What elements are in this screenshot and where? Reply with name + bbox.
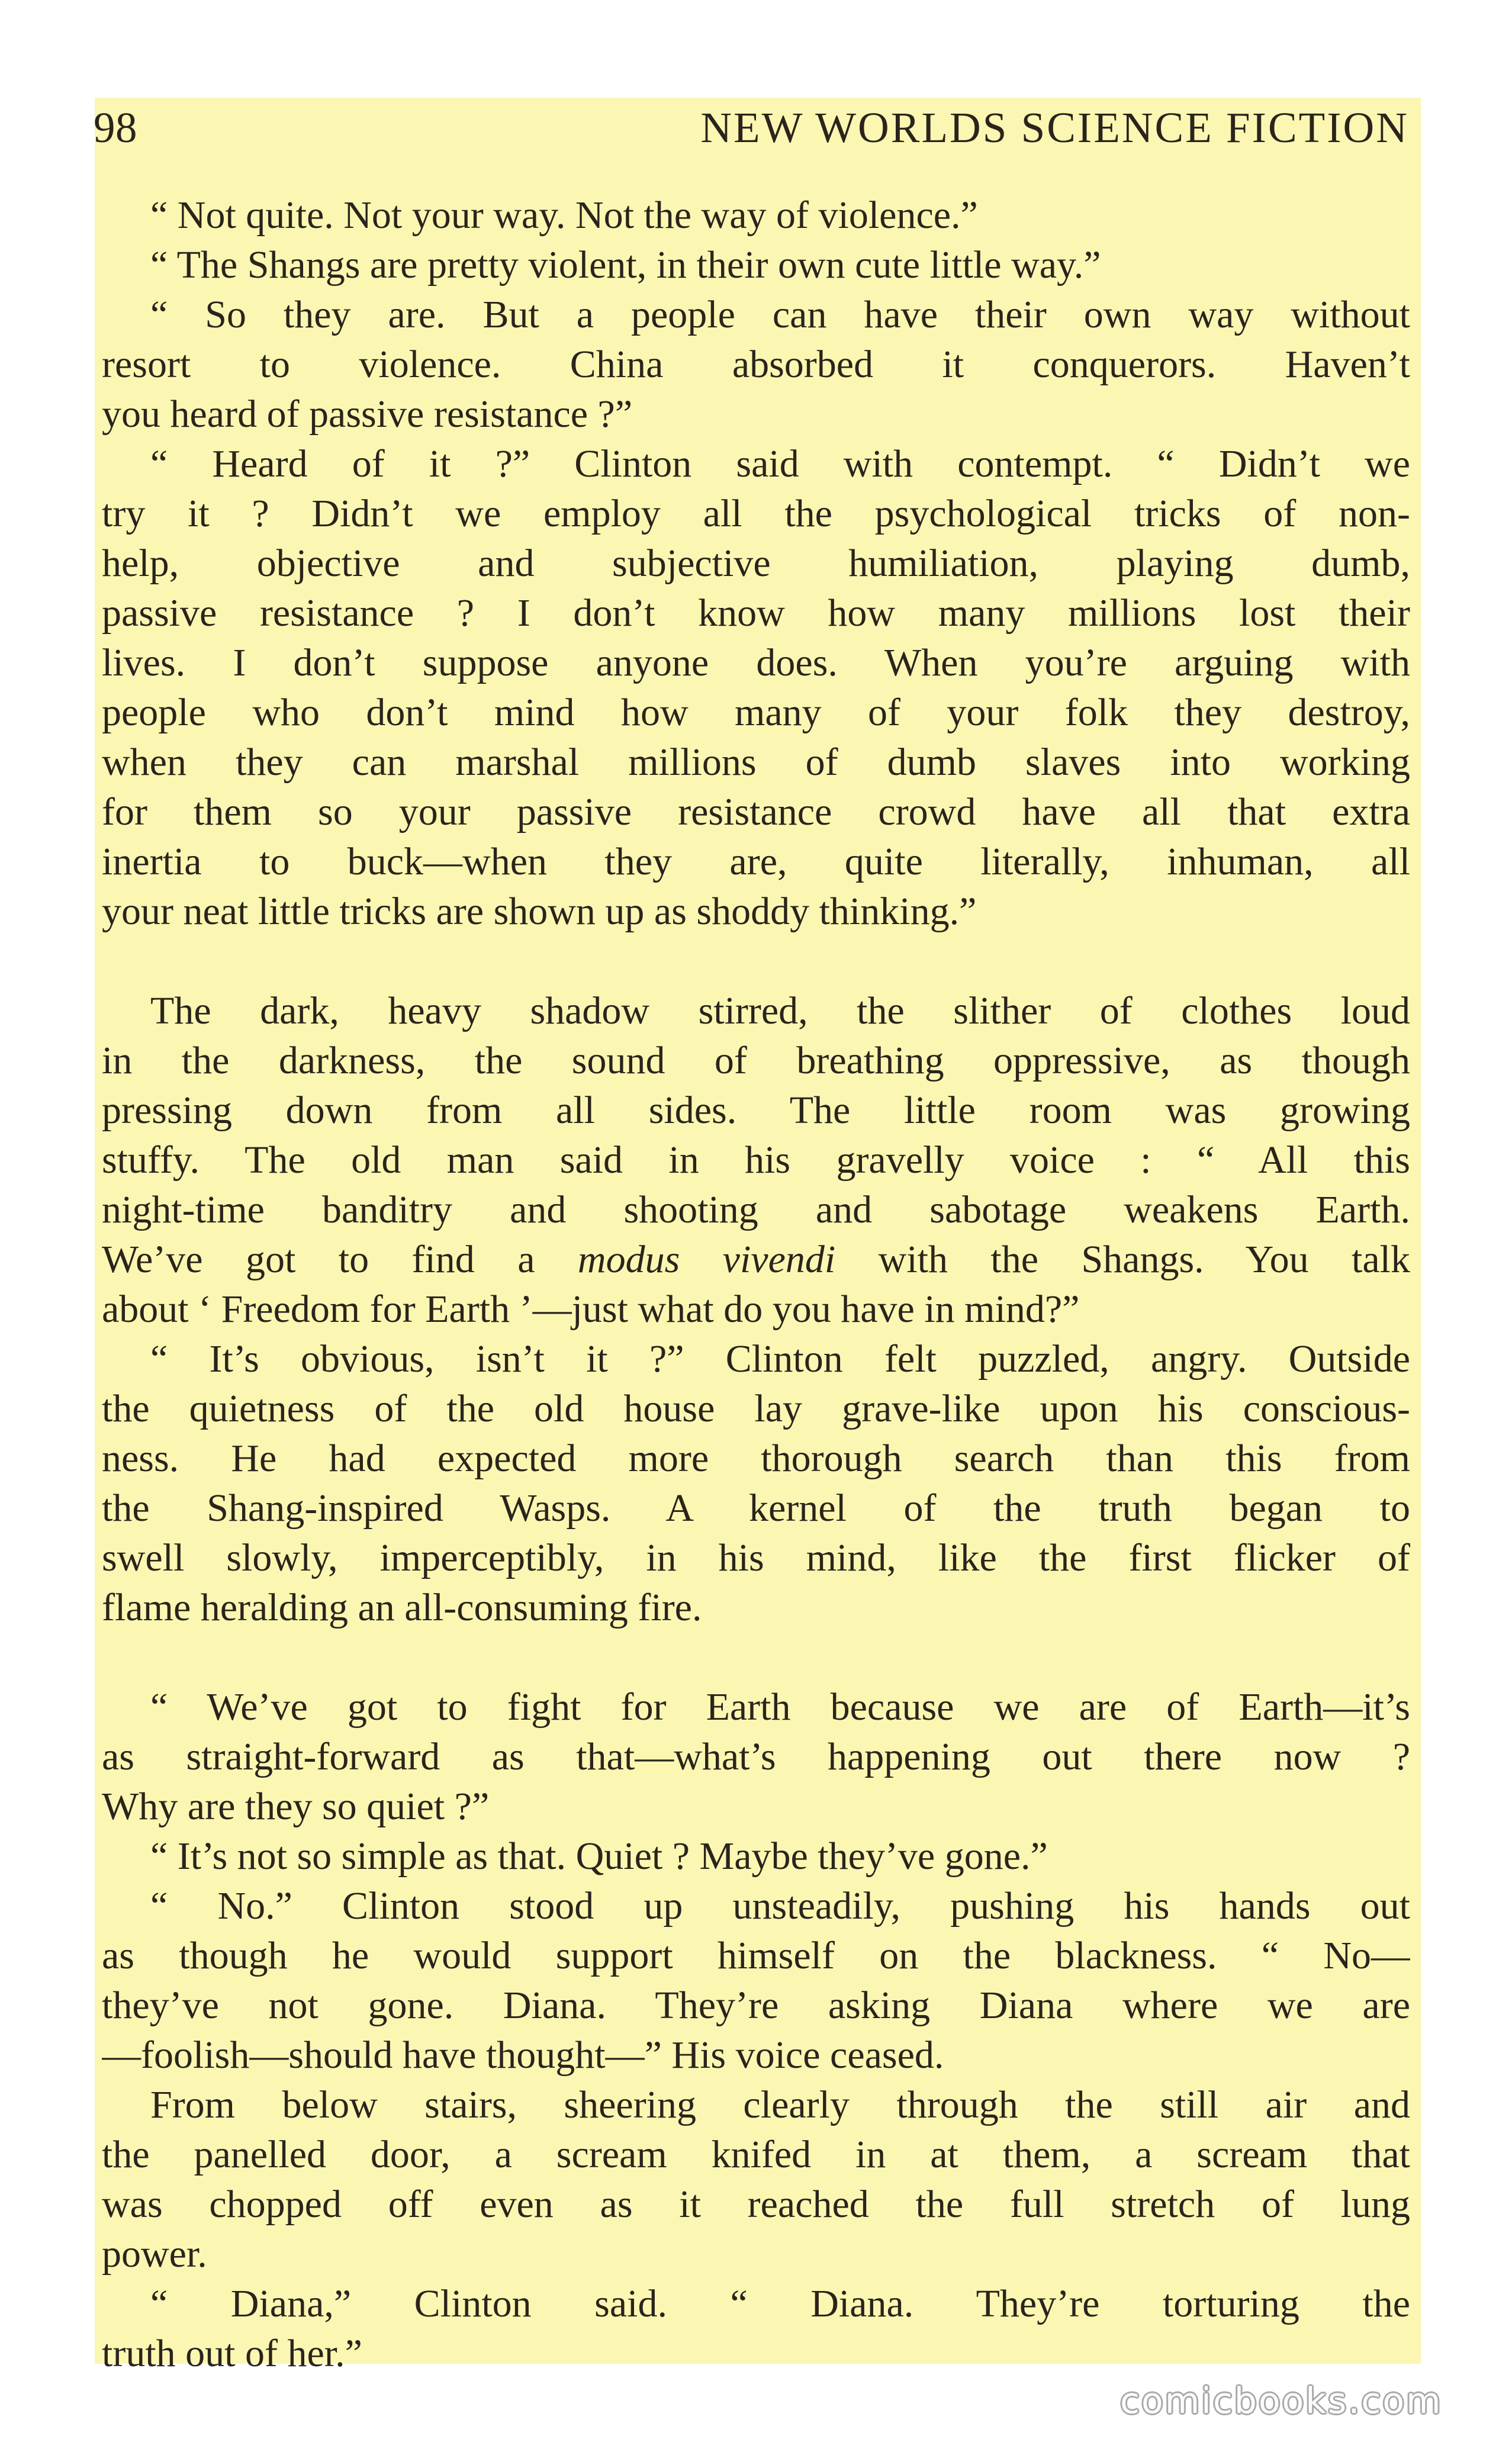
text-line: the quietness of the old house lay grave-like upon his conscious- [102, 1387, 1410, 1430]
text-line: “ Heard of it ?” Clinton said with contempt. “ Didn’t we [150, 442, 1410, 485]
text-line: From below stairs, sheering clearly through the still air and [150, 2083, 1410, 2126]
text-segment: We’ve got to find a [102, 1238, 535, 1281]
text-line: “ Not quite. Not your way. Not the way of violence.” [150, 194, 978, 237]
text-line: in the darkness, the sound of breathing oppressive, as though [102, 1039, 1410, 1082]
text-line: passive resistance ? I don’t know how many millions lost their [102, 591, 1410, 635]
text-line: help, objective and subjective humiliation, playing dumb, [102, 542, 1410, 585]
text-line: —foolish—should have thought—” His voice ceased. [102, 2033, 944, 2077]
page-header [94, 95, 1409, 161]
text-line: swell slowly, imperceptibly, in his mind, like the first flicker of [102, 1536, 1410, 1579]
text-line: “ The Shangs are pretty violent, in their own cute little way.” [150, 243, 1101, 287]
text-line-with-italics [102, 1235, 1410, 1285]
text-line: pressing down from all sides. The little room was growing [102, 1089, 1410, 1132]
text-line: “ We’ve got to fight for Earth because we are of Earth—it’s [150, 1685, 1410, 1729]
text-line: truth out of her.” [102, 2332, 362, 2375]
text-line: “ Diana,” Clinton said. “ Diana. They’re torturing the [150, 2282, 1410, 2325]
text-line: The dark, heavy shadow stirred, the slither of clothes loud [150, 989, 1410, 1032]
text-line: “ It’s obvious, isn’t it ?” Clinton felt puzzled, angry. Outside [150, 1337, 1410, 1381]
text-line: ness. He had expected more thorough search than this from [102, 1437, 1410, 1480]
text-line: when they can marshal millions of dumb slaves into working [102, 741, 1410, 784]
text-line: “ No.” Clinton stood up unsteadily, pushing his hands out [150, 1884, 1410, 1928]
text-line: stuffy. The old man said in his gravelly voice : “ All this [102, 1138, 1410, 1182]
italic-phrase: modus vivendi [577, 1238, 836, 1281]
text-line: for them so your passive resistance crowd have all that extra [102, 790, 1410, 834]
text-line: flame heralding an all-consuming fire. [102, 1586, 702, 1629]
text-line: your neat little tricks are shown up as shoddy thinking.” [102, 890, 977, 933]
text-line: Why are they so quiet ?” [102, 1785, 490, 1828]
text-line: you heard of passive resistance ?” [102, 392, 633, 436]
page-number: 98 [94, 104, 137, 152]
text-line: people who don’t mind how many of your folk they destroy, [102, 691, 1410, 734]
text-line: the Shang-inspired Wasps. A kernel of the truth began to [102, 1486, 1410, 1530]
text-line: “ It’s not so simple as that. Quiet ? Maybe they’ve gone.” [150, 1835, 1048, 1878]
text-line: try it ? Didn’t we employ all the psychological tricks of non- [102, 492, 1410, 535]
text-line: about ‘ Freedom for Earth ’—just what do you have in mind?” [102, 1288, 1080, 1331]
text-line: power. [102, 2232, 207, 2276]
running-head: NEW WORLDS SCIENCE FICTION [700, 104, 1409, 152]
text-line: was chopped off even as it reached the full stretch of lung [102, 2183, 1410, 2226]
watermark: comicbooks.com [1120, 2380, 1443, 2422]
text-line: lives. I don’t suppose anyone does. When you’re arguing with [102, 641, 1410, 684]
text-line: the panelled door, a scream knifed in at them, a scream that [102, 2133, 1410, 2176]
text-segment: with the Shangs. You talk [878, 1238, 1410, 1281]
text-line: as straight-forward as that—what’s happening out there now ? [102, 1735, 1410, 1778]
text-line: “ So they are. But a people can have their own way without [150, 293, 1410, 336]
text-line: they’ve not gone. Diana. They’re asking Diana where we are [102, 1984, 1410, 2027]
text-line: as though he would support himself on the blackness. “ No— [102, 1934, 1410, 1977]
text-line: inertia to buck—when they are, quite literally, inhuman, all [102, 840, 1410, 883]
text-line: night-time banditry and shooting and sabotage weakens Earth. [102, 1188, 1410, 1231]
text-line: resort to violence. China absorbed it conquerors. Haven’t [102, 343, 1410, 386]
